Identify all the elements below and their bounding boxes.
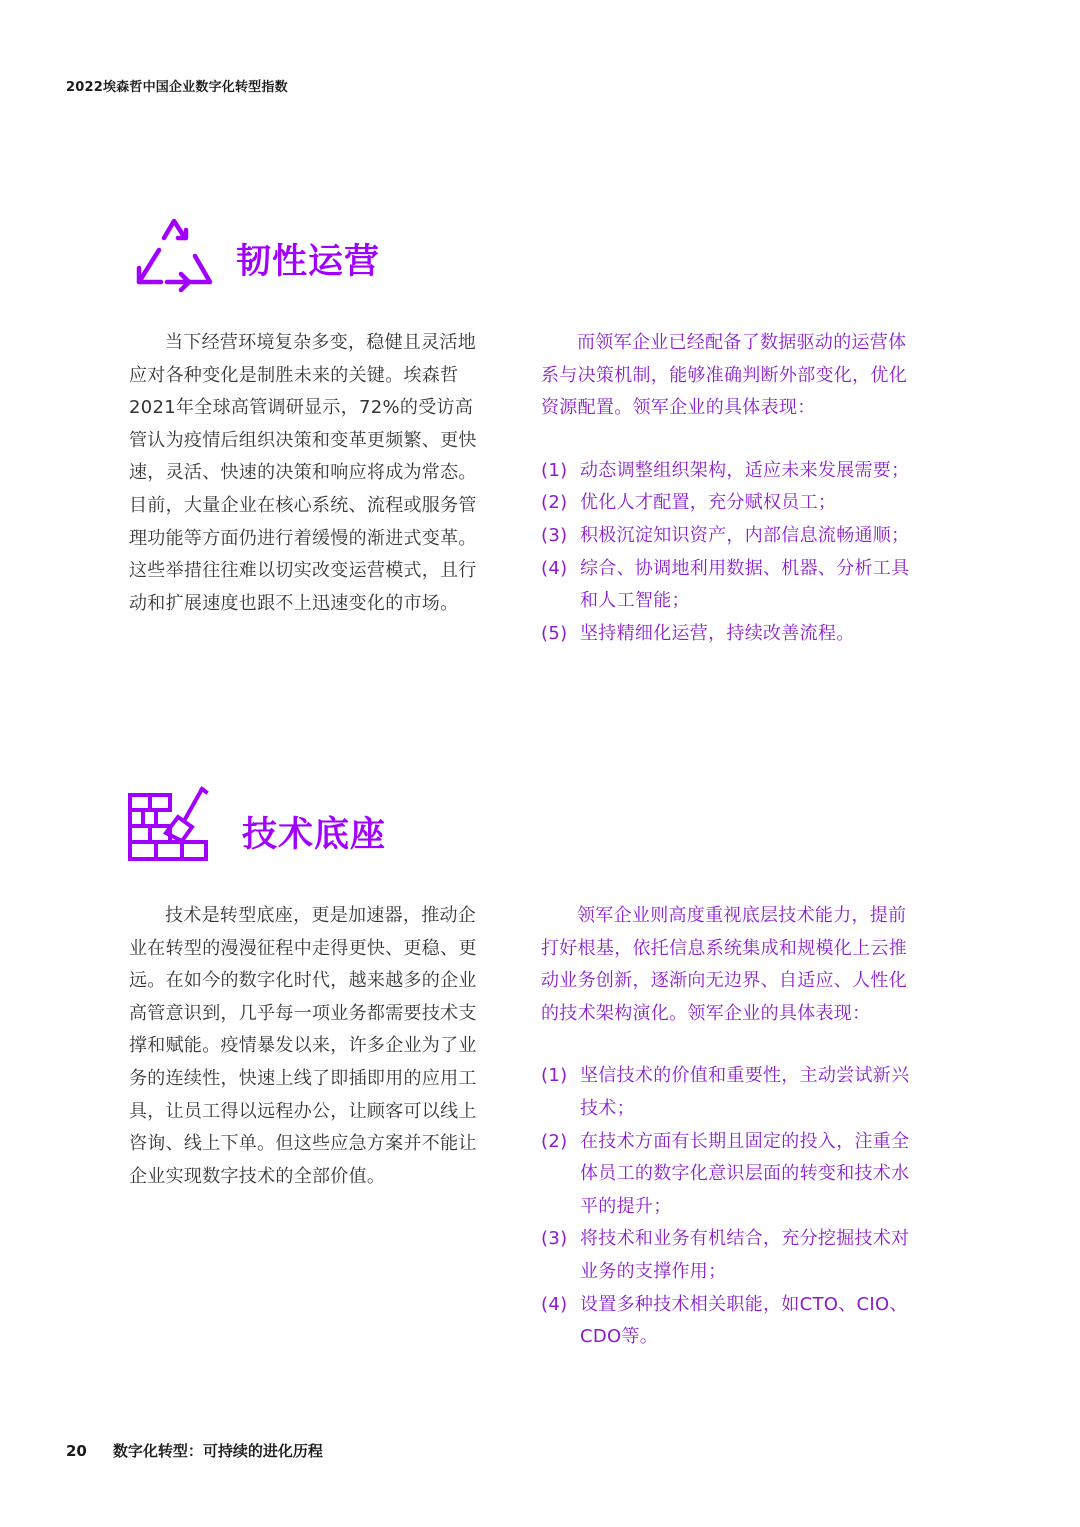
- page-number: 20: [66, 1442, 87, 1460]
- section-title-technology-foundation: 技术底座: [242, 815, 387, 855]
- list-item: (3) 将技术和业务有机结合，充分挖掘技术对业务的支撑作用；: [541, 1228, 910, 1282]
- section-title-resilient-operations: 韧性运营: [236, 242, 381, 282]
- resilient-operations-intro: 而领军企业已经配备了数据驱动的运营体系与决策机制，能够准确判断外部变化，优化资源配置。领军企业的具体表现：: [541, 332, 907, 419]
- list-item: (2) 优化人才配置，充分赋权员工；: [541, 492, 837, 514]
- technology-foundation-right-column: [541, 900, 923, 1354]
- list-item: (1) 坚信技术的价值和重要性，主动尝试新兴技术；: [541, 1065, 910, 1119]
- footer-title: 数字化转型：可持续的进化历程: [112, 1442, 323, 1460]
- list-item: (2) 在技术方面有长期且固定的投入，注重全体员工的数字化意识层面的转变和技术水平的提升；: [541, 1130, 910, 1217]
- resilient-operations-paragraph: 当下经营环境复杂多变，稳健且灵活地应对各种变化是制胜未来的关键。埃森哲2021年全球高管调研显示，72%的受访高管认为疫情后组织决策和变革更频繁、更快速，灵活、快速的决策和响应将成为常态。目前，大量企业在核心系统、流程或服务管理功能等方面仍进行着缓慢的渐进式变革。这些举措往往难以切实改变运营模式，且行动和扩展速度也跟不上迅速变化的市场。: [129, 332, 477, 614]
- resilient-operations-list: [541, 455, 923, 651]
- technology-foundation-list: [541, 1060, 923, 1353]
- document-header: 2022埃森哲中国企业数字化转型指数: [66, 80, 288, 95]
- list-item: (3) 积极沉淀知识资产，内部信息流畅通顺；: [541, 524, 910, 546]
- page-footer: [66, 1440, 323, 1461]
- recycle-arrows-icon: [133, 216, 215, 296]
- resilient-operations-right-column: [541, 327, 923, 650]
- list-item: (4) 设置多种技术相关职能，如CTO、CIO、CDO等。: [541, 1293, 908, 1348]
- list-item: (4) 综合、协调地利用数据、机器、分析工具和人工智能；: [541, 557, 910, 612]
- list-item: (5) 坚持精细化运营，持续改善流程。: [541, 622, 855, 644]
- technology-foundation-paragraph: 技术是转型底座，更是加速器，推动企业在转型的漫漫征程中走得更快、更稳、更远。在如今的数字化时代，越来越多的企业高管意识到，几乎每一项业务都需要技术支撑和赋能。疫情暴发以来，许多企业为了业务的连续性，快速上线了即插即用的应用工具，让员工得以远程办公，让顾客可以线上咨询、线上下单。但这些应急方案并不能让企业实现数字技术的全部价值。: [129, 905, 477, 1187]
- resilient-operations-left-column: [129, 327, 487, 620]
- list-item: (1) 动态调整组织架构，适应未来发展需要；: [541, 459, 910, 481]
- brick-wall-trowel-icon: [126, 783, 210, 863]
- technology-foundation-left-column: [129, 900, 487, 1193]
- technology-foundation-intro: 领军企业则高度重视底层技术能力，提前打好根基，依托信息系统集成和规模化上云推动业务创新，逐渐向无边界、自适应、人性化的技术架构演化。领军企业的具体表现：: [541, 905, 907, 1024]
